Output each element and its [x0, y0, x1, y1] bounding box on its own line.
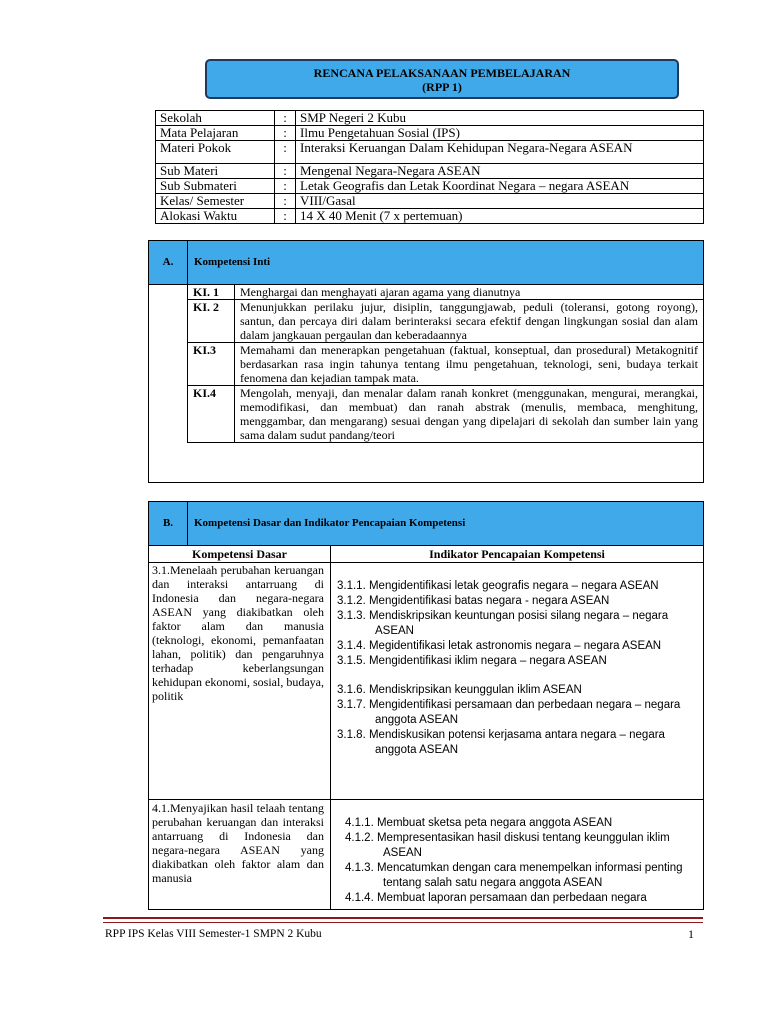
info-label: Materi Pokok: [156, 141, 275, 164]
kompetensi-inti-table: [187, 284, 704, 443]
footer-divider-thin: [103, 922, 703, 923]
table-row: [188, 386, 704, 443]
table-row: [156, 194, 704, 209]
ki-code: KI.4: [188, 386, 235, 443]
indicator-item: 3.1.5. Mengidentifikasi iklim negara – negara ASEAN: [337, 655, 607, 667]
ki-text: Memahami dan menerapkan pengetahuan (faktual, konseptual, dan prosedural) Metakognitif berdasarkan rasa ingin tahunya tentang ilmu pengetahuan, teknologi, seni, budaya terkait fenomena dan kejadian tampak mata.: [235, 343, 704, 386]
kd-3-text: 3.1.Menelaah perubahan keruangan dan interaksi antarruang di Indonesia dan negara-negara ASEAN yang diakibatkan oleh faktor alam dan manusia (teknologi, ekonomi, pemanfaatan lahan, politik) dan pengaruhnya terhadap keberlangsungan kehidupan ekonomi, sosial, budaya, politik: [149, 563, 331, 800]
indicator-item: 3.1.1. Mengidentifikasi letak geografis negara – negara ASEAN: [337, 580, 659, 592]
info-label: Mata Pelajaran: [156, 126, 275, 141]
kd-4-text: 4.1.Menyajikan hasil telaah tentang perubahan keruangan dan interaksi antarruang di Indonesia dan negara-negara ASEAN yang diakibatkan oleh faktor alam dan manusia: [149, 800, 331, 910]
indicator-item: 3.1.2. Mengidentifikasi batas negara - negara ASEAN: [337, 595, 610, 607]
section-kompetensi-inti: [148, 240, 704, 483]
section-a-letter: A.: [149, 241, 188, 284]
info-value: VIII/Gasal: [296, 194, 704, 209]
info-value: Mengenal Negara-Negara ASEAN: [296, 164, 704, 179]
table-row: [156, 209, 704, 224]
info-label: Sub Materi: [156, 164, 275, 179]
info-separator: :: [275, 179, 296, 194]
info-separator: :: [275, 194, 296, 209]
indicator-list-3: [331, 563, 704, 800]
info-separator: :: [275, 209, 296, 224]
section-kompetensi-dasar: [148, 501, 704, 910]
indicator-item: 4.1.4. Membuat laporan persamaan dan perbedaan negara: [345, 892, 647, 904]
table-row: [156, 111, 704, 126]
indicator-item: 3.1.8. Mendiskusikan potensi kerjasama antara negara – negara anggota ASEAN: [337, 729, 665, 756]
table-row: [188, 300, 704, 343]
info-label: Sekolah: [156, 111, 275, 126]
table-row: [188, 285, 704, 300]
section-b-header: [149, 502, 703, 546]
section-b-letter: B.: [149, 502, 188, 545]
info-separator: :: [275, 126, 296, 141]
column-header-kd: Kompetensi Dasar: [149, 546, 331, 563]
info-value: Interaksi Keruangan Dalam Kehidupan Negara-Negara ASEAN: [296, 141, 704, 164]
section-a-header: [149, 241, 703, 285]
column-header-ipk: Indikator Pencapaian Kompetensi: [331, 546, 704, 563]
table-header-row: [149, 546, 703, 563]
info-value: Ilmu Pengetahuan Sosial (IPS): [296, 126, 704, 141]
kompetensi-dasar-table: [149, 545, 703, 909]
footer-text: RPP IPS Kelas VIII Semester-1 SMPN 2 Kubu: [105, 928, 322, 940]
footer-divider: [103, 917, 703, 919]
table-row: [156, 126, 704, 141]
indicator-list-4: [331, 800, 704, 910]
ki-text: Menghargai dan menghayati ajaran agama yang dianutnya: [235, 285, 704, 300]
table-row: [156, 164, 704, 179]
indicator-item: 3.1.7. Mengidentifikasi persamaan dan perbedaan negara – negara anggota ASEAN: [337, 699, 681, 726]
document-title-box: [205, 59, 679, 99]
info-label: Alokasi Waktu: [156, 209, 275, 224]
identity-table: [155, 110, 704, 224]
section-a-title: Kompetensi Inti: [194, 256, 271, 268]
indicator-item: 3.1.3. Mendiskripsikan keuntungan posisi silang negara – negara ASEAN: [337, 610, 669, 637]
info-value: Letak Geografis dan Letak Koordinat Negara – negara ASEAN: [296, 179, 704, 194]
info-label: Sub Submateri: [156, 179, 275, 194]
ki-text: Mengolah, menyaji, dan menalar dalam ranah konkret (menggunakan, mengurai, merangkai, memodifikasi, dan membuat) dan ranah abstrak (menulis, membaca, menghitung, menggambar, dan mengarang) sesuai dengan yang dipelajari di sekolah dan sumber lain yang sama dalam sudut pandang/teori: [235, 386, 704, 443]
ki-code: KI. 1: [188, 285, 235, 300]
ki-text: Menunjukkan perilaku jujur, disiplin, tanggungjawab, peduli (toleransi, gotong royong), santun, dan percaya diri dalam berinteraksi secara efektif dengan lingkungan sosial dan alam dalam jangkauan pergaulan dan keberadaannya: [235, 300, 704, 343]
indicator-item: 3.1.4. Megidentifikasi letak astronomis negara – negara ASEAN: [337, 640, 662, 652]
indicator-item: 4.1.1. Membuat sketsa peta negara anggota ASEAN: [345, 817, 613, 829]
table-row: [149, 800, 703, 910]
info-value: SMP Negeri 2 Kubu: [296, 111, 704, 126]
ki-code: KI. 2: [188, 300, 235, 343]
indicator-item: 4.1.2. Mempresentasikan hasil diskusi tentang keunggulan iklim ASEAN: [345, 832, 670, 859]
info-value: 14 X 40 Menit (7 x pertemuan): [296, 209, 704, 224]
indicator-item: 4.1.3. Mencatumkan dengan cara menempelkan informasi penting tentang salah satu negara anggota ASEAN: [345, 862, 683, 889]
info-separator: :: [275, 111, 296, 126]
table-row: [149, 563, 703, 800]
info-separator: :: [275, 141, 296, 164]
document-title: RENCANA PELAKSANAAN PEMBELAJARAN: [313, 66, 571, 80]
page-number: 1: [688, 927, 694, 941]
indicator-item: 3.1.6. Mendiskripsikan keunggulan iklim ASEAN: [337, 684, 582, 696]
table-row: [156, 141, 704, 164]
section-b-title: Kompetensi Dasar dan Indikator Pencapaian Kompetensi: [194, 517, 466, 529]
info-label: Kelas/ Semester: [156, 194, 275, 209]
ki-code: KI.3: [188, 343, 235, 386]
table-row: [188, 343, 704, 386]
document-subtitle: (RPP 1): [422, 80, 462, 94]
table-row: [156, 179, 704, 194]
info-separator: :: [275, 164, 296, 179]
